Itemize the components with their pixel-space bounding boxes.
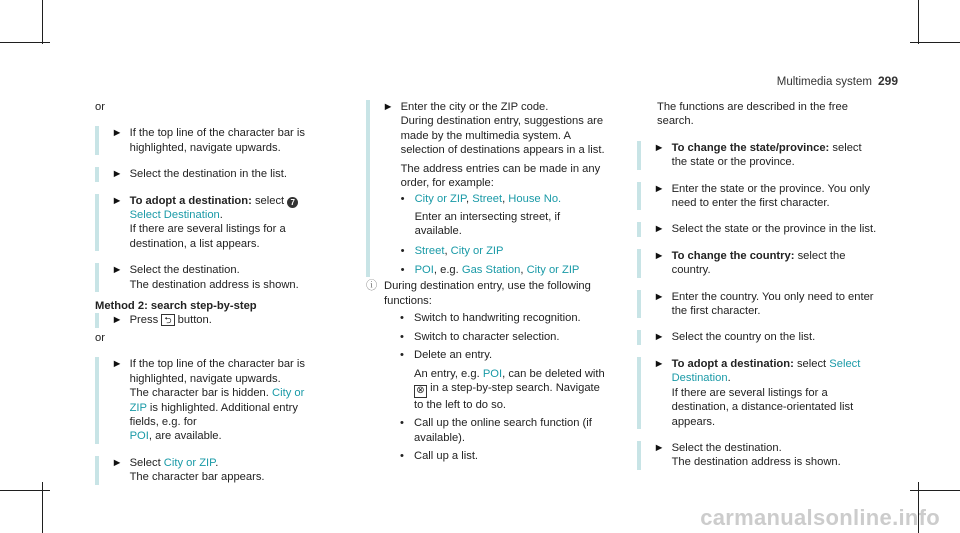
text: The destination address is shown.	[671, 456, 841, 469]
arrow-icon: ►	[653, 141, 665, 154]
menu-link-city-zip[interactable]: City or ZIP	[526, 264, 580, 277]
page-number: 299	[877, 74, 898, 88]
text: select the country.	[671, 249, 846, 277]
arrow-icon: ►	[111, 168, 123, 181]
step-text: Select the state or the province in the list.	[671, 223, 877, 236]
step-bar	[637, 357, 641, 429]
crop-mark	[42, 0, 43, 44]
bullet-icon: •	[400, 450, 404, 463]
info-note	[366, 279, 606, 463]
text: , e.g.	[433, 264, 459, 277]
text: is highlighted. Additional entry fields, e.g. for	[129, 401, 298, 428]
crop-mark	[918, 0, 919, 44]
step-text	[130, 263, 320, 292]
step-text	[672, 357, 877, 429]
arrow-icon: ►	[653, 249, 665, 262]
text: .	[215, 456, 219, 469]
step-bar	[95, 194, 99, 252]
column-1	[95, 100, 320, 485]
step-bold: To adopt a destination:	[129, 194, 252, 207]
step	[637, 249, 877, 278]
step	[637, 290, 877, 319]
text: Select the destination.	[671, 441, 782, 454]
list-item	[400, 449, 606, 463]
step	[95, 456, 320, 485]
arrow-icon: ►	[111, 127, 123, 140]
arrow-icon: ►	[111, 456, 123, 469]
list-item: • POI, e.g. Gas Station, City or ZIP	[400, 264, 580, 277]
menu-link-city-zip[interactable]: City or ZIP	[163, 456, 216, 469]
text: If the top line of the character bar is highlighted, navigate upwards.	[129, 358, 305, 385]
step-text	[672, 441, 877, 470]
bullet-icon: •	[400, 417, 404, 430]
bullet-icon: •	[400, 330, 404, 343]
list-item: • City or ZIP, Street, House No.	[400, 193, 562, 206]
step-bar	[95, 456, 99, 485]
step	[637, 182, 877, 211]
step-text	[672, 141, 877, 170]
text: Switch to character selection.	[414, 330, 560, 343]
step-bar	[95, 263, 99, 292]
menu-link-street[interactable]: Street	[414, 244, 445, 257]
step-bold: To change the state/province:	[671, 141, 830, 154]
list-item: • Street, City or ZIP	[400, 244, 504, 257]
step-bar	[637, 182, 641, 211]
text: Call up the online search function (if available).	[414, 417, 592, 444]
step-text	[130, 357, 320, 443]
number-7-icon: 7	[287, 197, 298, 208]
menu-link-house-no[interactable]: House No.	[508, 193, 562, 206]
text: , are available.	[148, 430, 222, 443]
crop-mark	[0, 490, 50, 491]
menu-link-select-destination[interactable]: Select Destination	[671, 357, 861, 385]
text: If there are several listings for a destination, a list appears.	[129, 223, 286, 250]
step-bar	[637, 441, 641, 470]
bullet-icon: •	[400, 312, 404, 325]
step	[95, 126, 320, 155]
back-button-icon: ⮌	[161, 314, 174, 326]
menu-link-street[interactable]: Street	[472, 193, 503, 206]
step-text	[130, 194, 320, 252]
delete-icon: ⊗	[414, 385, 427, 398]
column-3	[637, 100, 877, 470]
note-text: During destination entry, use the following functions:	[384, 280, 591, 307]
step	[95, 263, 320, 292]
menu-link-poi[interactable]: POI	[482, 367, 503, 380]
list-item	[400, 311, 606, 325]
step-bar	[95, 313, 99, 327]
text: select	[254, 194, 285, 207]
text: .	[219, 209, 223, 222]
text: The character bar appears.	[129, 471, 265, 484]
arrow-icon: ►	[382, 101, 394, 113]
text: The character bar is hidden.	[129, 387, 269, 400]
menu-link-gas-station[interactable]: Gas Station	[461, 264, 521, 277]
step-bar	[637, 249, 641, 278]
step	[366, 100, 606, 277]
bullet-icon: •	[400, 193, 405, 206]
arrow-icon: ►	[111, 314, 123, 327]
or-text: or	[95, 101, 105, 113]
bullet-icon: •	[400, 244, 405, 257]
text: The address entries can be made in any order, for example:	[400, 162, 601, 190]
step-text	[672, 249, 877, 278]
crop-mark	[0, 42, 50, 43]
text: Enter the city or the ZIP code.	[400, 101, 549, 113]
arrow-icon: ►	[653, 331, 665, 344]
step-bold: To change the country:	[671, 249, 795, 262]
column-2	[366, 100, 606, 464]
arrow-icon: ►	[653, 357, 665, 370]
step-text: Enter the state or the province. You only need to enter the first character.	[671, 182, 870, 210]
text: select the state or the province.	[671, 141, 862, 169]
section-title: Multimedia system	[776, 76, 872, 88]
text: , can be deleted with	[502, 367, 605, 380]
text: Select the destination.	[129, 264, 240, 277]
step	[637, 141, 877, 170]
text: button.	[177, 314, 212, 327]
crop-mark	[910, 42, 960, 43]
step	[637, 222, 877, 236]
step-text: Select the destination in the list.	[129, 168, 287, 181]
step-text: If the top line of the character bar is highlighted, navigate upwards.	[129, 127, 305, 154]
list-item	[400, 416, 606, 445]
text: If there are several listings for a destination, a distance-orientated list appears.	[671, 386, 854, 428]
list-item	[400, 330, 606, 344]
menu-link-select-destination[interactable]: Select Destination	[129, 209, 220, 222]
step-text	[130, 313, 320, 327]
arrow-icon: ►	[653, 441, 665, 454]
text: Select	[129, 456, 161, 469]
list-item-sub	[414, 367, 606, 413]
step	[95, 167, 320, 181]
text: select	[796, 357, 827, 370]
section-heading: Method 2: search step-by-step	[95, 300, 257, 313]
step-text	[130, 456, 320, 485]
step	[95, 313, 320, 327]
arrow-icon: ►	[111, 194, 123, 207]
arrow-icon: ►	[111, 264, 123, 277]
step	[95, 194, 320, 252]
list-item	[400, 348, 606, 362]
bullet-icon: •	[400, 349, 404, 362]
arrow-icon: ►	[653, 223, 665, 236]
page-header	[777, 74, 898, 89]
step-bar	[95, 167, 99, 181]
text: Switch to handwriting recognition.	[414, 312, 581, 325]
step-text: Select the country on the list.	[671, 331, 816, 344]
step-bar	[637, 222, 641, 236]
text: The destination address is shown.	[129, 278, 299, 291]
text: An entry, e.g.	[414, 367, 480, 380]
menu-link-poi[interactable]: POI	[414, 264, 434, 277]
step	[95, 357, 320, 443]
step	[637, 357, 877, 429]
text: Delete an entry.	[414, 349, 493, 362]
watermark: carmanualsonline.info	[700, 504, 940, 530]
text: Call up a list.	[414, 450, 479, 463]
text: in a step-by-step search. Navigate to the left to do so.	[414, 381, 600, 411]
step-bar	[637, 290, 641, 319]
step-bar	[637, 330, 641, 344]
menu-link-city-zip[interactable]: City or ZIP	[414, 193, 466, 206]
step	[637, 441, 877, 470]
step-bar	[637, 141, 641, 170]
intro-text: The functions are described in the free search.	[657, 101, 848, 128]
step-text	[401, 100, 606, 277]
bullet-icon: •	[400, 264, 405, 277]
menu-link-city-zip[interactable]: City or ZIP	[450, 244, 504, 257]
or-text: or	[95, 331, 105, 344]
arrow-icon: ►	[111, 358, 123, 371]
text: Press	[129, 314, 159, 327]
info-icon: ⓘ	[366, 280, 378, 293]
step-bar	[95, 357, 99, 443]
step-bar	[366, 100, 370, 277]
arrow-icon: ►	[653, 290, 665, 303]
text: .	[727, 372, 731, 385]
arrow-icon: ►	[653, 182, 665, 195]
step-text: Enter the country. You only need to enter the first character.	[671, 290, 874, 318]
step	[637, 330, 877, 344]
step-bold: To adopt a destination:	[671, 357, 794, 370]
menu-link-city-zip[interactable]: City or ZIP	[129, 387, 305, 414]
text: During destination entry, suggestions are made by the multimedia system. A selection of destinations appears in a list.	[400, 115, 605, 157]
step-bar	[95, 126, 99, 155]
crop-mark	[910, 490, 960, 491]
menu-link-poi[interactable]: POI	[129, 430, 149, 443]
list-item-sub: Enter an intersecting street, if available.	[414, 210, 561, 238]
